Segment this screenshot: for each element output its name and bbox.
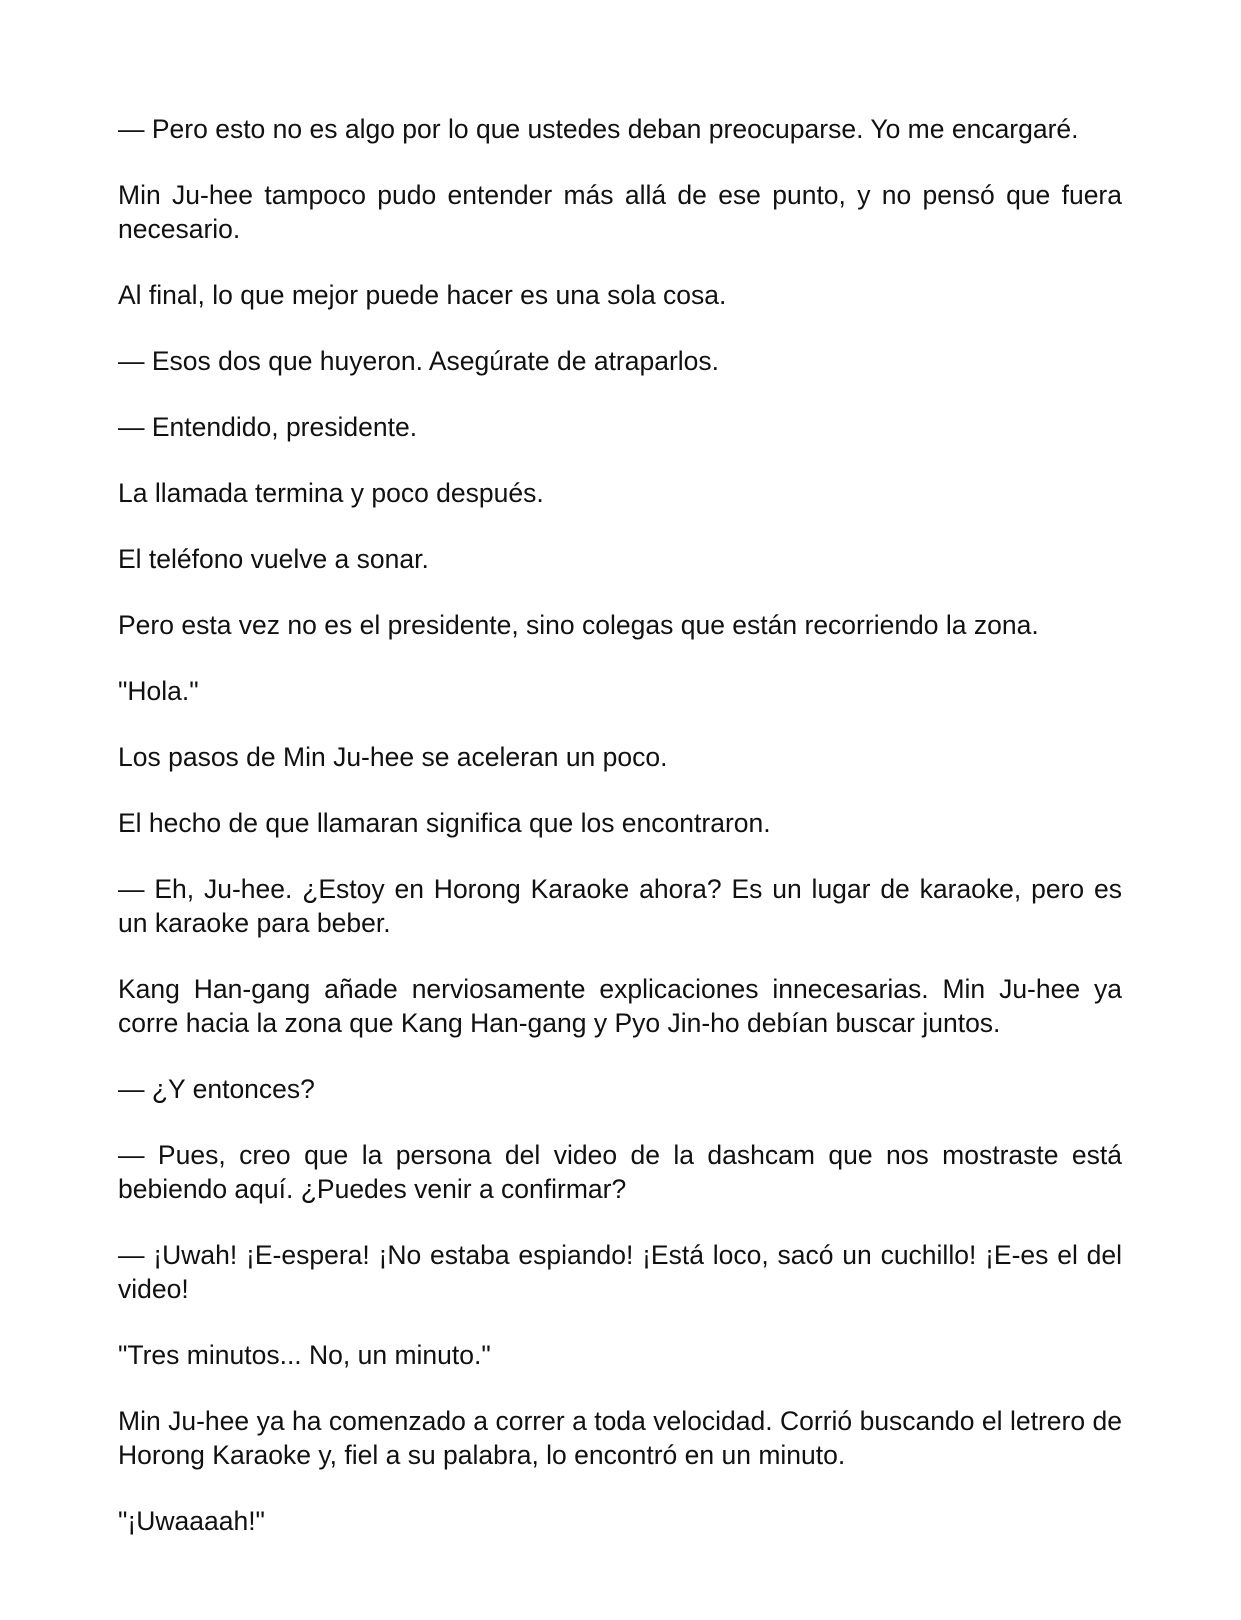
paragraph: — ¡Uwah! ¡E-espera! ¡No estaba espiando! ¡Está loco, sacó un cuchillo! ¡E-es el del video! (118, 1240, 1122, 1304)
document-page (118, 112, 1122, 1570)
paragraph: — Entendido, presidente. (118, 412, 418, 442)
paragraph: El teléfono vuelve a sonar. (118, 544, 429, 574)
paragraph: — Pues, creo que la persona del video de la dashcam que nos mostraste está bebiendo aquí. ¿Puedes venir a confirmar? (118, 1140, 1122, 1204)
paragraph: — Esos dos que huyeron. Asegúrate de atraparlos. (118, 346, 720, 376)
paragraph: Min Ju-hee ya ha comenzado a correr a toda velocidad. Corrió buscando el letrero de Horong Karaoke y, fiel a su palabra, lo encontró en un minuto. (118, 1406, 1122, 1470)
paragraph: El hecho de que llamaran significa que los encontraron. (118, 808, 771, 838)
paragraph: Pero esta vez no es el presidente, sino colegas que están recorriendo la zona. (118, 610, 1039, 640)
paragraph: — ¿Y entonces? (118, 1074, 315, 1104)
paragraph: "Tres minutos... No, un minuto." (118, 1340, 491, 1370)
paragraph: Al final, lo que mejor puede hacer es una sola cosa. (118, 280, 727, 310)
paragraph: Kang Han-gang añade nerviosamente explicaciones innecesarias. Min Ju-hee ya corre hacia la zona que Kang Han-gang y Pyo Jin-ho debían buscar juntos. (118, 974, 1122, 1038)
paragraph: "Hola." (118, 676, 199, 706)
paragraph: Los pasos de Min Ju-hee se aceleran un poco. (118, 742, 668, 772)
paragraph: "¡Uwaaaah!" (118, 1506, 265, 1536)
paragraph: — Eh, Ju-hee. ¿Estoy en Horong Karaoke ahora? Es un lugar de karaoke, pero es un karaoke para beber. (118, 874, 1122, 938)
paragraph: Min Ju-hee tampoco pudo entender más allá de ese punto, y no pensó que fuera necesario. (118, 180, 1122, 244)
paragraph: — Pero esto no es algo por lo que ustedes deban preocuparse. Yo me encargaré. (118, 114, 1079, 144)
paragraph: La llamada termina y poco después. (118, 478, 544, 508)
